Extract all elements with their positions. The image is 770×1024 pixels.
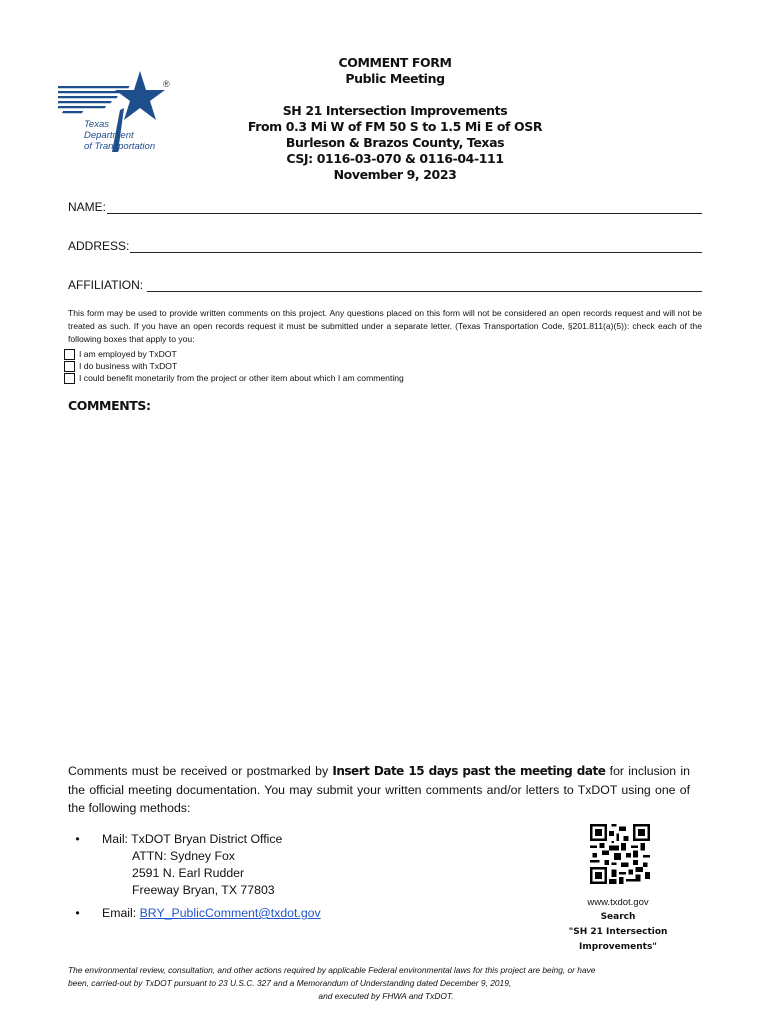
- name-field[interactable]: [68, 198, 702, 214]
- checkbox-label: I could benefit monetarily from the project or other item about which I am commenting: [79, 373, 404, 383]
- project-csj: CSJ: 0116-03-070 & 0116-04-111: [286, 151, 504, 166]
- instructions-text: Comments must be received or postmarked by: [68, 764, 333, 778]
- mail-attn: ATTN: Sydney Fox: [132, 849, 235, 863]
- qr-search-label: Search: [600, 912, 636, 922]
- logo-text-line: Texas: [84, 119, 109, 130]
- checkbox-row-business[interactable]: [64, 360, 177, 372]
- checkbox-row-employed[interactable]: [64, 348, 177, 360]
- name-input-line[interactable]: [107, 201, 702, 214]
- list-item-email: • Email: BRY_PublicComment@txdot.gov: [72, 906, 321, 920]
- email-link[interactable]: BRY_PublicComment@txdot.gov: [139, 906, 321, 920]
- form-title: COMMENT FORM: [338, 55, 452, 70]
- mail-street: 2591 N. Earl Rudder: [132, 866, 245, 880]
- checkbox[interactable]: [64, 361, 75, 372]
- checkbox[interactable]: [64, 373, 75, 384]
- comments-heading: COMMENTS:: [68, 398, 151, 413]
- address-label: ADDRESS:: [68, 239, 130, 253]
- logo-text-line: Department: [84, 130, 134, 141]
- mail-city: Freeway Bryan, TX 77803: [132, 883, 275, 897]
- qr-site: www.txdot.gov: [587, 897, 649, 908]
- logo-text: [84, 119, 155, 152]
- footer-line: been, carried-out by TxDOT pursuant to 23 U.S.C. 327 and a Memorandum of Understanding dated December 9, 2019,: [68, 978, 512, 988]
- checkbox-row-monetary[interactable]: [64, 372, 404, 384]
- email-label: Email:: [102, 906, 140, 920]
- deadline-placeholder: Insert Date 15 days past the meeting date: [332, 764, 606, 778]
- submission-instructions: [68, 762, 690, 818]
- submission-methods: [72, 831, 321, 922]
- project-county: Burleson & Brazos County, Texas: [285, 135, 505, 150]
- affiliation-input-line[interactable]: [147, 279, 702, 292]
- qr-code-icon[interactable]: [590, 822, 650, 886]
- address-field[interactable]: [68, 237, 702, 253]
- footer-disclaimer: [68, 964, 704, 1003]
- checkbox-label: I do business with TxDOT: [79, 361, 178, 371]
- checkbox[interactable]: [64, 349, 75, 360]
- address-input-line[interactable]: [130, 240, 702, 253]
- logo-text-line: of Transportation: [84, 141, 156, 152]
- qr-search-query: "SH 21 Intersection: [568, 927, 668, 937]
- open-records-notice: This form may be used to provide written comments on this project. Any questions placed on this form will not be considered an open records request and will not be treated as such. If you have an open records request it must be submitted under a separate letter. (Texas Transportation Code, §201.811(a)(5)): check each of the following boxes that apply to you:: [68, 308, 702, 344]
- registered-mark: ®: [163, 79, 170, 89]
- project-limits: From 0.3 Mi W of FM 50 S to 1.5 Mi E of OSR: [247, 119, 543, 134]
- form-subtitle: Public Meeting: [345, 71, 445, 86]
- list-item-mail: • Mail: TxDOT Bryan District Office: [72, 832, 283, 846]
- project-name: SH 21 Intersection Improvements: [282, 103, 508, 118]
- mail-label: Mail: TxDOT Bryan District Office: [102, 832, 283, 846]
- footer-line: and executed by FHWA and TxDOT.: [318, 991, 454, 1001]
- qr-search-query: Improvements": [579, 942, 657, 952]
- qr-caption: [560, 895, 676, 955]
- footer-line: The environmental review, consultation, and other actions required by applicable Federal environmental laws for this project are being, or have: [68, 965, 596, 975]
- affiliation-label: AFFILIATION:: [68, 278, 144, 292]
- name-label: NAME:: [68, 200, 107, 214]
- meeting-date: November 9, 2023: [333, 167, 457, 182]
- instructions-text: for inclusion in the official meeting documentation. You may submit your written comments and/or letters to TxDOT using one of the following methods:: [68, 764, 690, 815]
- affiliation-field[interactable]: [68, 276, 702, 292]
- checkbox-label: I am employed by TxDOT: [79, 349, 177, 359]
